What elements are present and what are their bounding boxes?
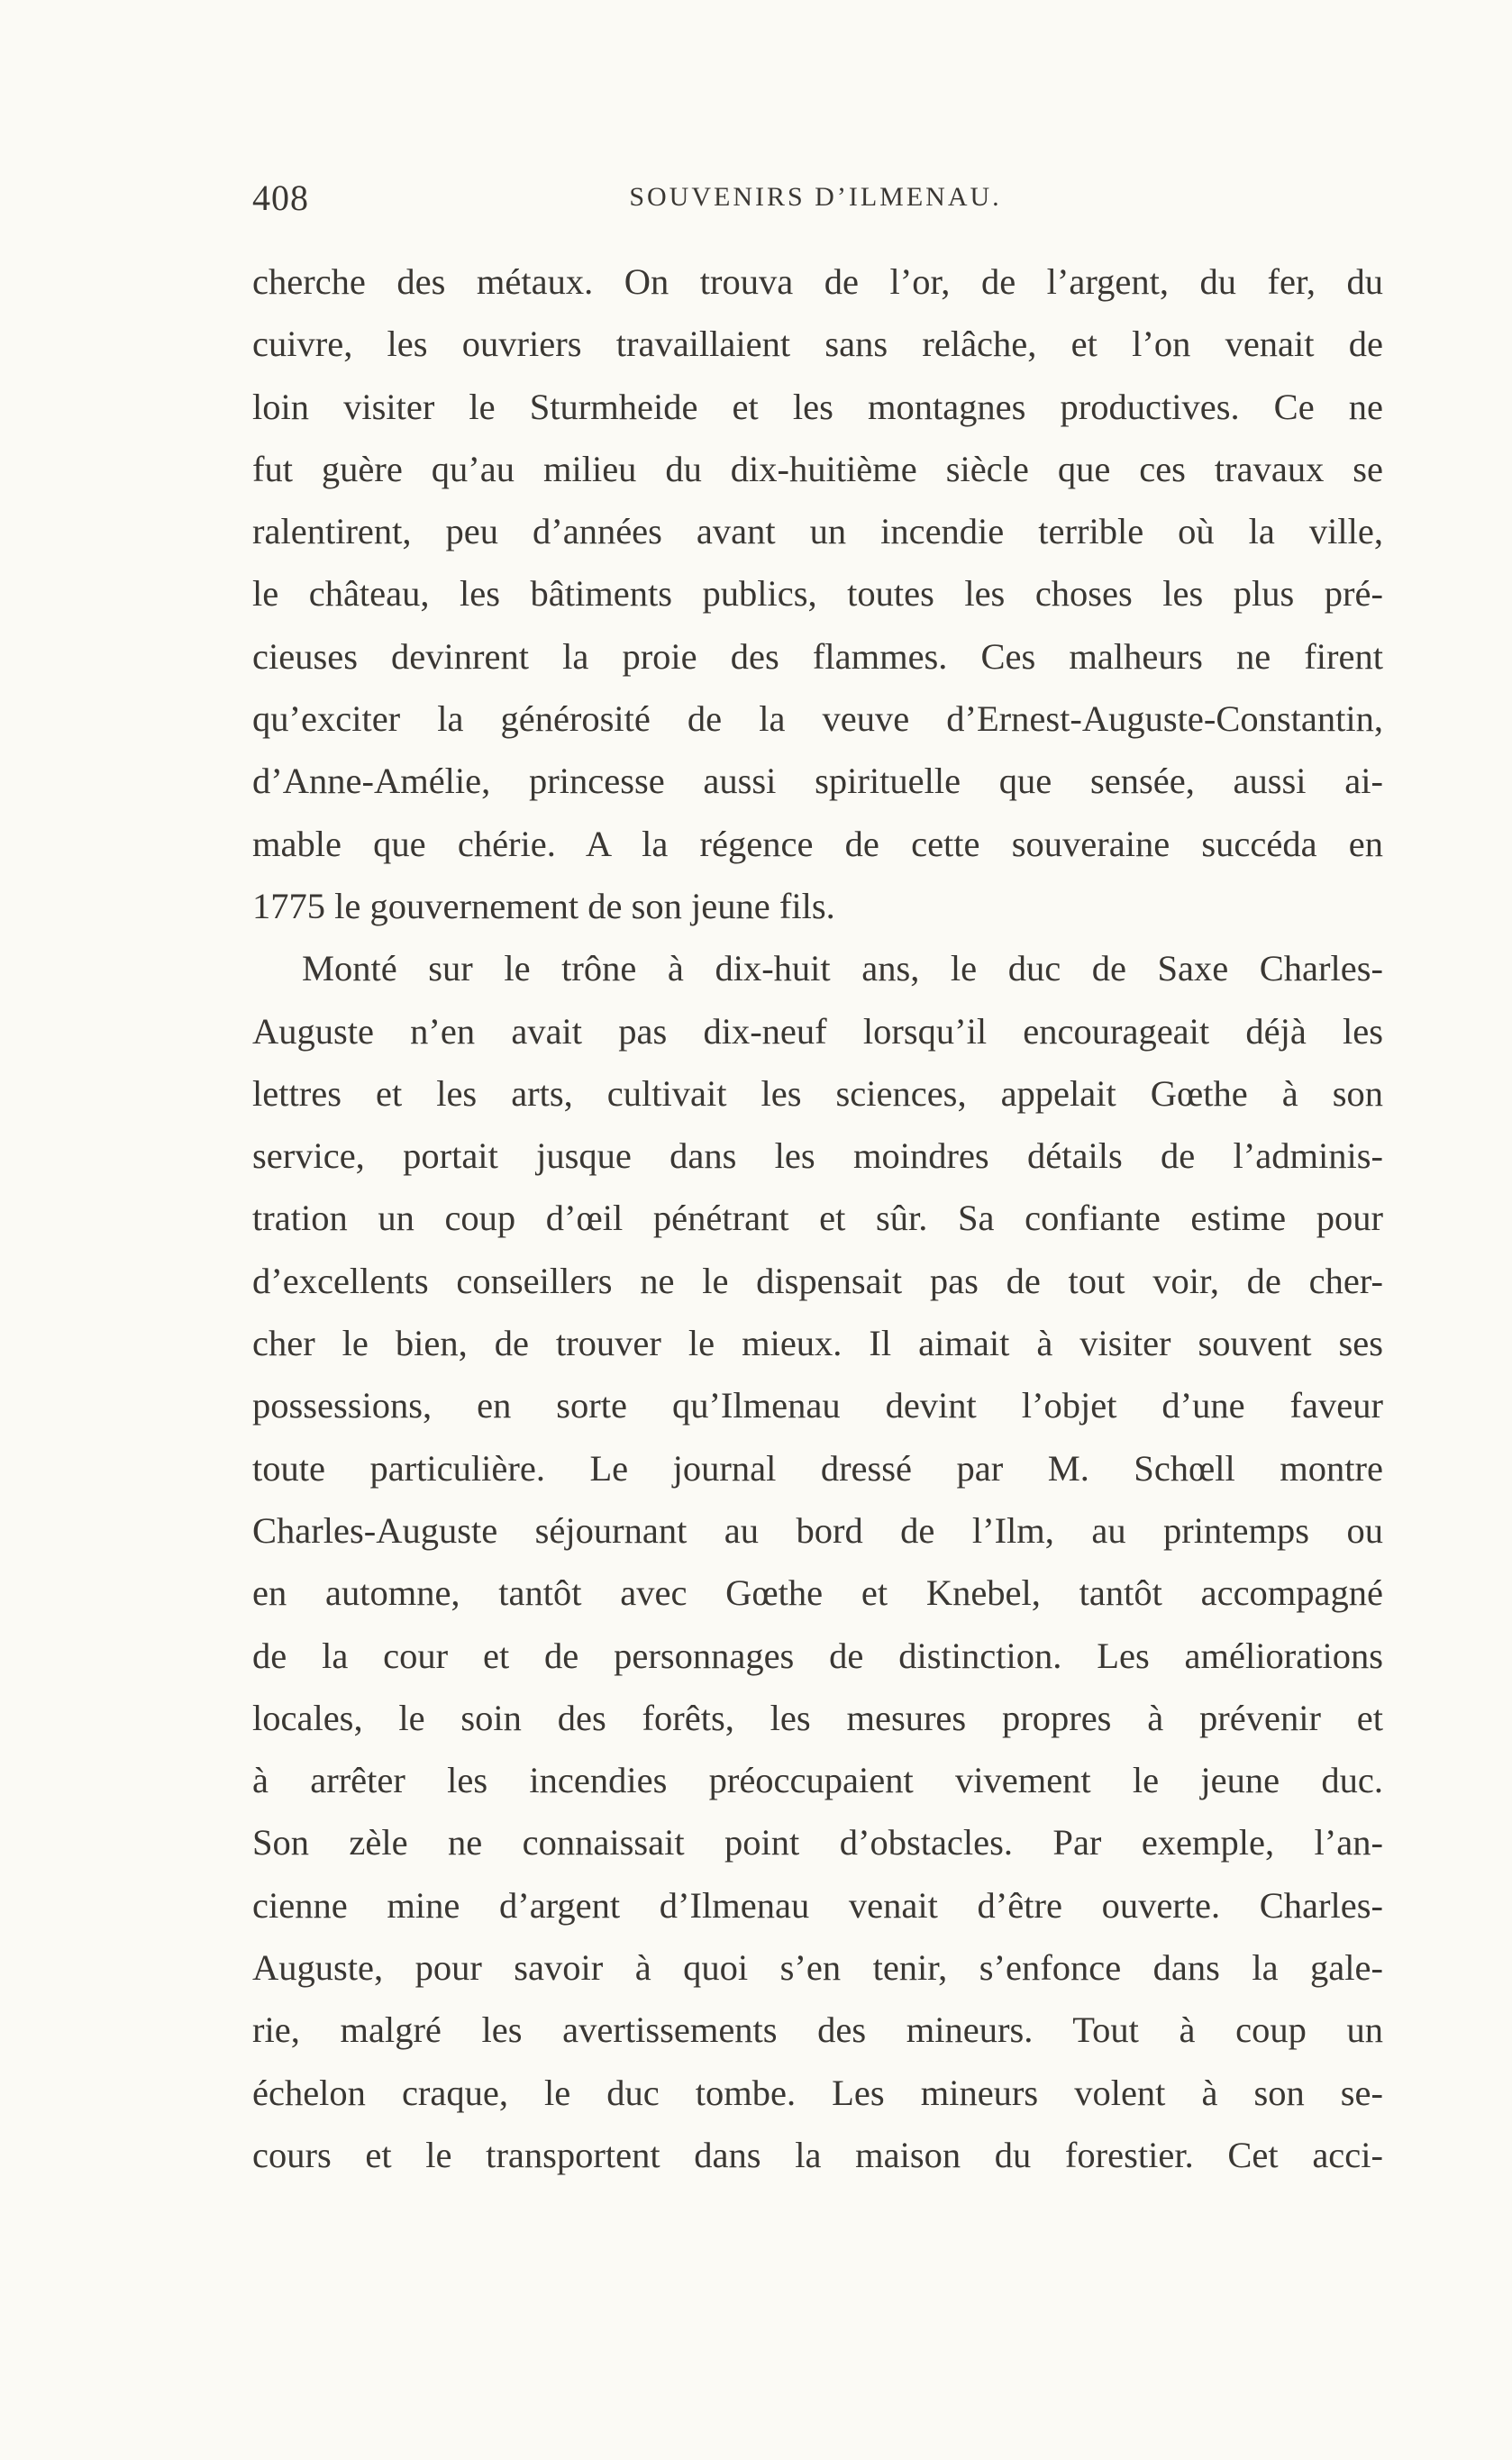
text-line: d’excellents conseillers ne le dispensait pas de tout voir, de cher-	[252, 1260, 1383, 1301]
text-line: service, portait jusque dans les moindres détails de l’adminis-	[252, 1135, 1383, 1177]
text-line: cours et le transportent dans la maison du forestier. Cet acci-	[252, 2134, 1383, 2175]
text-line: Charles-Auguste séjournant au bord de l’Ilm, au printemps ou	[252, 1509, 1383, 1551]
text-line: Auguste, pour savoir à quoi s’en tenir, s’enfonce dans la gale-	[252, 1947, 1383, 1989]
text-line: en automne, tantôt avec Gœthe et Knebel, tantôt accompagné	[252, 1572, 1383, 1614]
text-line: Son zèle ne connaissait point d’obstacles. Par exemple, l’an-	[252, 1822, 1383, 1863]
text-line: cieuses devinrent la proie des flammes. Ces malheurs ne firent	[252, 635, 1383, 677]
text-line: loin visiter le Sturmheide et les montagnes productives. Ce ne	[252, 386, 1383, 427]
paragraph-start-line: Monté sur le trône à dix-huit ans, le duc de Saxe Charles-	[302, 948, 1383, 989]
text-line: d’Anne-Amélie, princesse aussi spirituelle que sensée, aussi ai-	[252, 761, 1383, 802]
text-line: qu’exciter la générosité de la veuve d’Ernest-Auguste-Constantin,	[252, 698, 1383, 740]
text-line: possessions, en sorte qu’Ilmenau devint l’objet d’une faveur	[252, 1385, 1383, 1426]
text-line: locales, le soin des forêts, les mesures propres à prévenir et	[252, 1697, 1383, 1738]
text-line: échelon craque, le duc tombe. Les mineurs volent à son se-	[252, 2072, 1383, 2113]
text-line: Auguste n’en avait pas dix-neuf lorsqu’il encourageait déjà les	[252, 1010, 1383, 1052]
text-line: tration un coup d’œil pénétrant et sûr. Sa confiante estime pour	[252, 1198, 1383, 1239]
text-line: ralentirent, peu d’années avant un incendie terrible où la ville,	[252, 511, 1383, 552]
text-line: cuivre, les ouvriers travaillaient sans relâche, et l’on venait de	[252, 323, 1383, 365]
text-line: lettres et les arts, cultivait les sciences, appelait Gœthe à son	[252, 1072, 1383, 1114]
text-line: cienne mine d’argent d’Ilmenau venait d’être ouverte. Charles-	[252, 1884, 1383, 1926]
running-title: SOUVENIRS D’ILMENAU.	[629, 182, 1002, 212]
text-line: mable que chérie. A la régence de cette souveraine succéda en	[252, 823, 1383, 864]
running-head	[252, 177, 1379, 223]
text-line: rie, malgré les avertissements des mineurs. Tout à coup un	[252, 2009, 1383, 2051]
text-line: de la cour et de personnages de distinction. Les améliorations	[252, 1635, 1383, 1676]
text-line: toute particulière. Le journal dressé par M. Schœll montre	[252, 1447, 1383, 1489]
text-line: fut guère qu’au milieu du dix-huitième siècle que ces travaux se	[252, 448, 1383, 489]
text-line: à arrêter les incendies préoccupaient vivement le jeune duc.	[252, 1760, 1383, 1801]
text-line: cher le bien, de trouver le mieux. Il aimait à visiter souvent ses	[252, 1323, 1383, 1364]
text-line: cherche des métaux. On trouva de l’or, de l’argent, du fer, du	[252, 261, 1383, 302]
body-text	[252, 251, 1383, 2186]
text-line: le château, les bâtiments publics, toutes les choses les plus pré-	[252, 573, 1383, 615]
page-number: 408	[252, 178, 309, 218]
paragraph-end-line: 1775 le gouvernement de son jeune fils.	[252, 885, 835, 926]
